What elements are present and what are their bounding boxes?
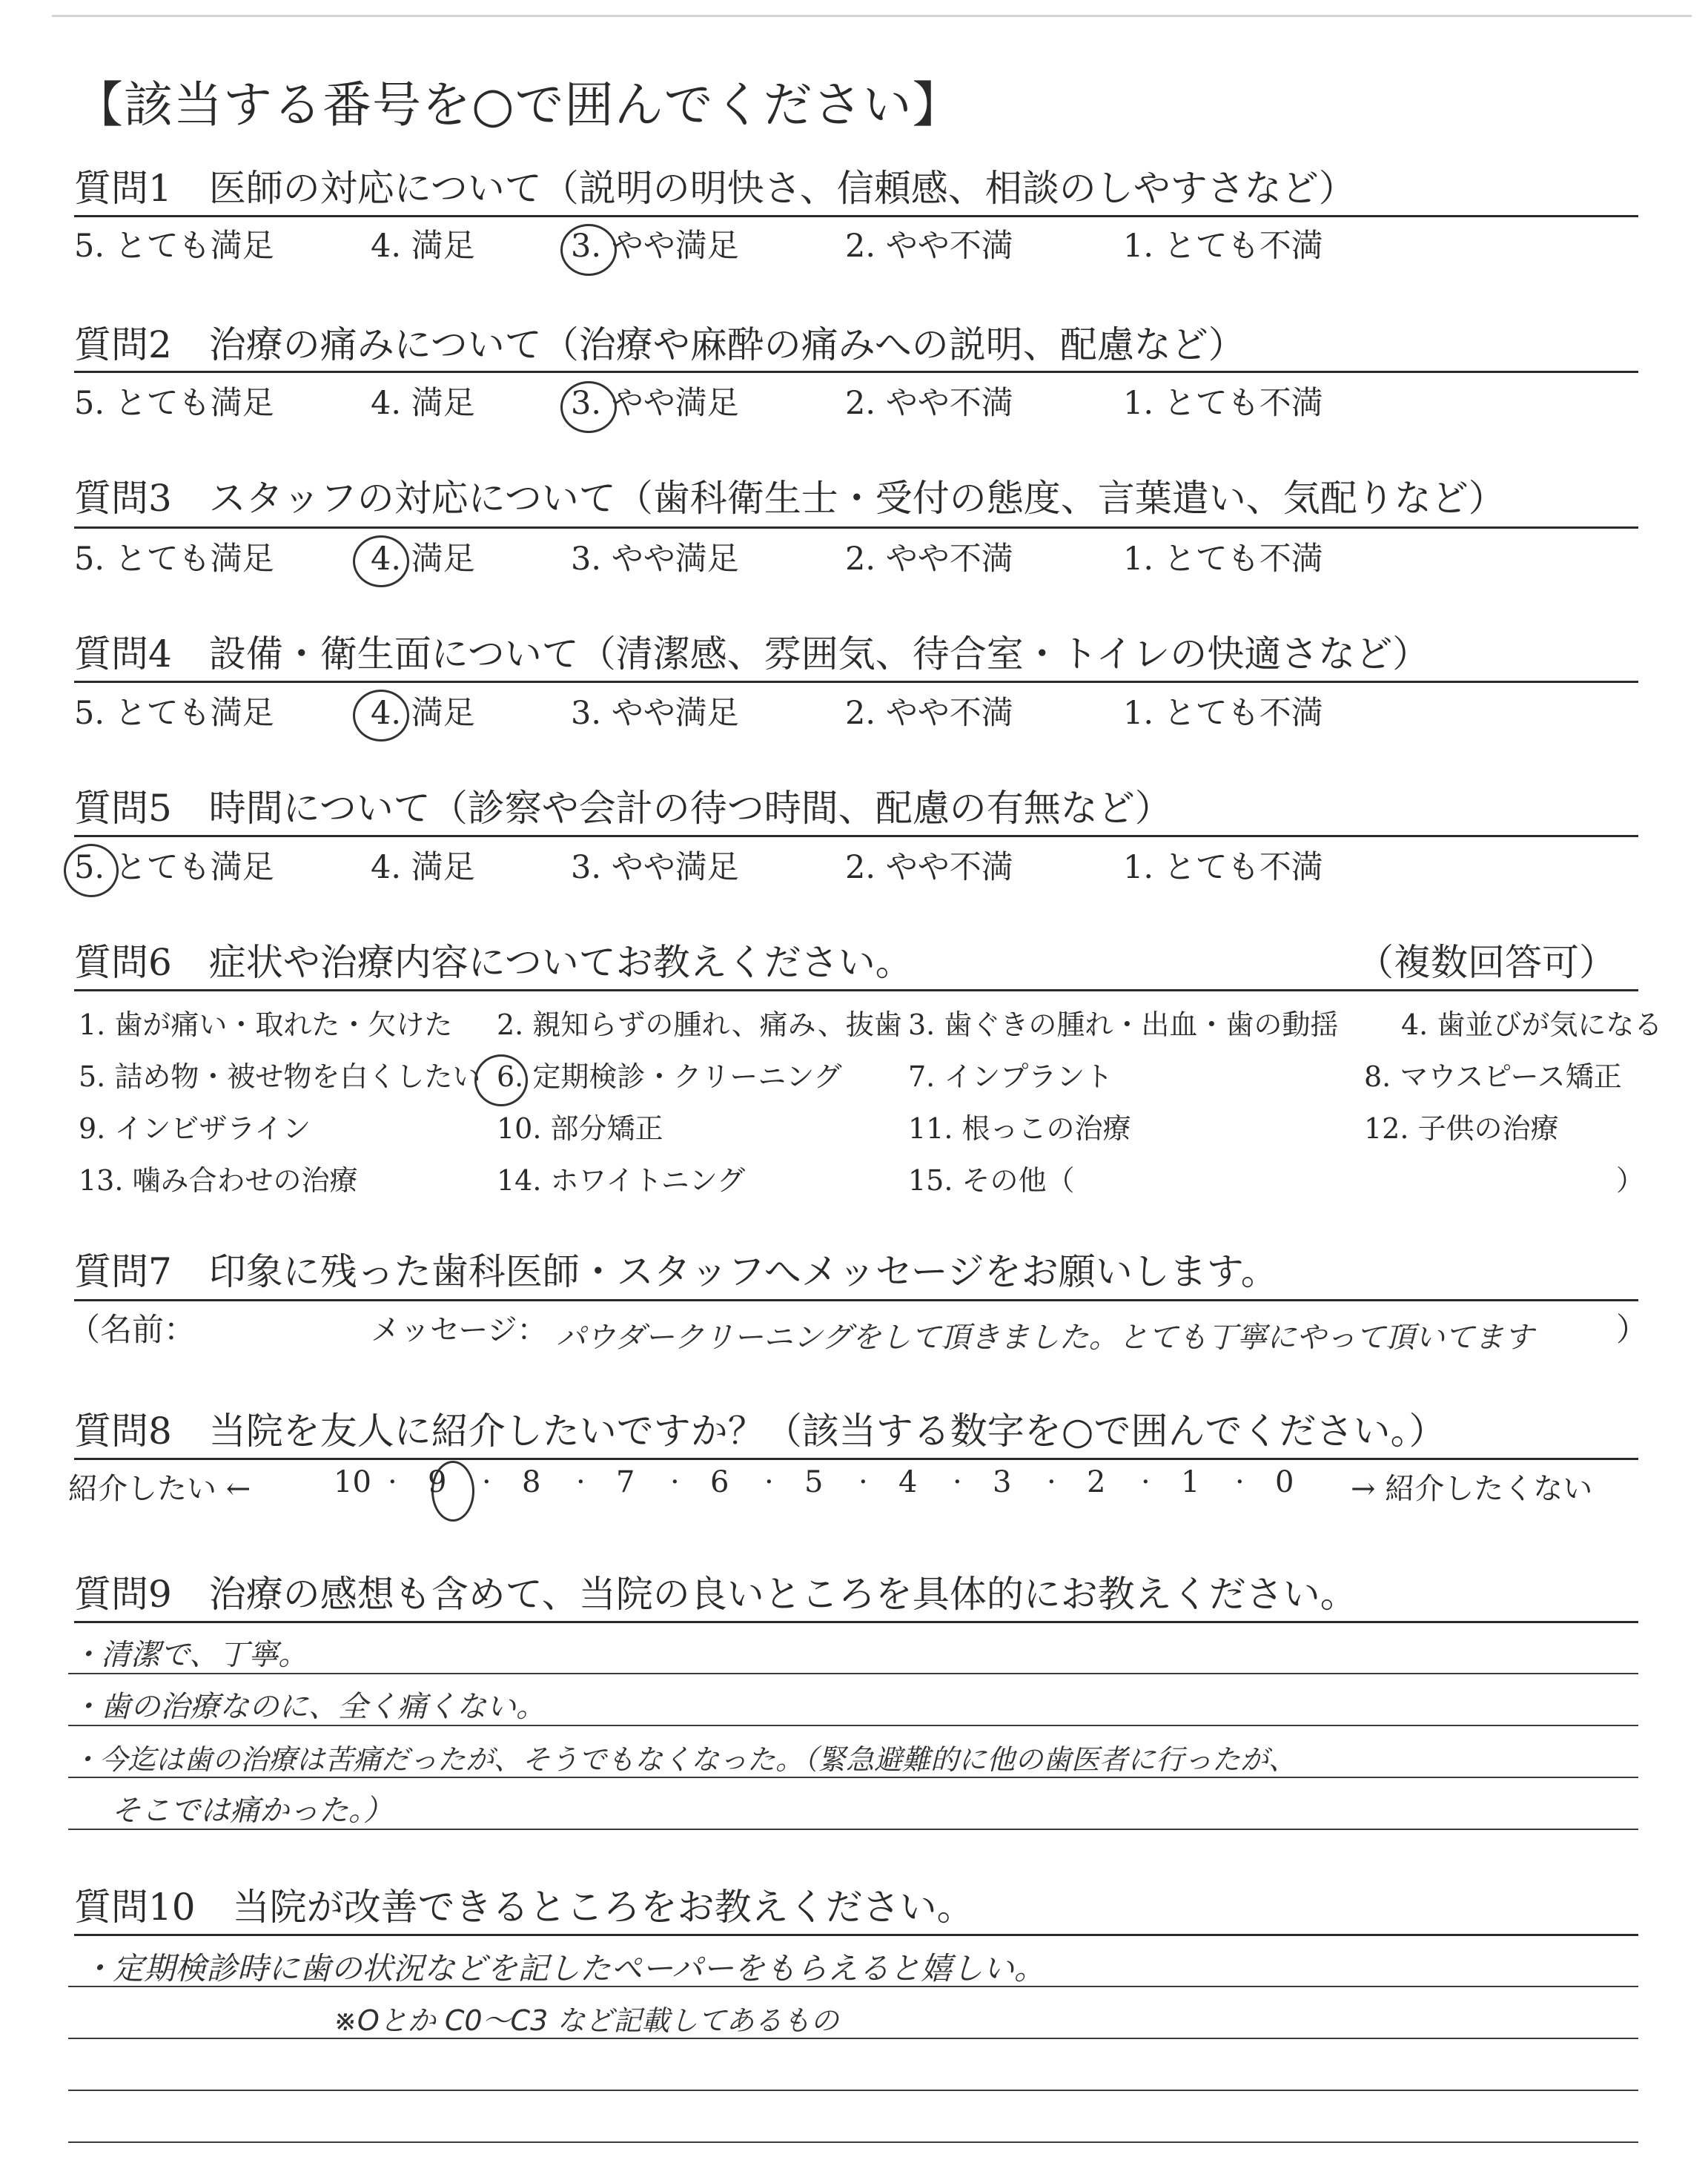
- rating-options-q1: [74, 224, 1638, 268]
- question-8: [74, 1407, 1638, 1455]
- handwritten-answer: ・定期検診時に歯の状況などを記したペーパーをもらえると嬉しい。: [82, 1950, 1045, 1986]
- selection-circle-q1: [560, 224, 617, 276]
- option-3[interactable]: 3. やや満足: [571, 849, 739, 886]
- treatment-option[interactable]: 11. 根っこの治療: [908, 1112, 1131, 1145]
- rule: [74, 371, 1638, 373]
- option-5[interactable]: 5. とても満足: [74, 541, 274, 578]
- option-4[interactable]: 4. 満足: [371, 228, 475, 265]
- question-2: [74, 321, 1638, 369]
- option-3[interactable]: 3. やや満足: [571, 228, 739, 265]
- scale-number[interactable]: 9: [428, 1465, 447, 1499]
- referral-scale: [68, 1465, 251, 1507]
- page-heading: 【該当する番号を○で囲んでください】: [74, 76, 962, 133]
- option-2[interactable]: 2. やや不満: [845, 228, 1013, 265]
- option-1[interactable]: 1. とても不満: [1123, 849, 1323, 886]
- scale-number[interactable]: 5: [804, 1465, 824, 1499]
- handwritten-answer: ※Oとか C0～C3 など記載してあるもの: [334, 2004, 839, 2037]
- question-title: 質問9 治療の感想も含めて、当院の良いところを具体的にお教えください。: [74, 1573, 1357, 1616]
- treatment-option[interactable]: 2. 親知らずの腫れ、痛み、抜歯: [497, 1008, 902, 1041]
- treatment-option[interactable]: 1. 歯が痛い・取れた・欠けた: [79, 1008, 453, 1041]
- question-title: 質問6 症状や治療内容についてお教えください。: [74, 941, 913, 984]
- question-title: 質問8 当院を友人に紹介したいですか？（該当する数字を○で囲んでください。）: [74, 1410, 1446, 1453]
- rating-options-q3: [74, 537, 1638, 581]
- option-2[interactable]: 2. やや不満: [845, 541, 1013, 578]
- question-1: [74, 165, 1638, 212]
- option-4[interactable]: 4. 満足: [371, 385, 475, 422]
- question-5: [74, 785, 1638, 832]
- option-1[interactable]: 1. とても不満: [1123, 541, 1323, 578]
- rating-options-q5: [74, 845, 1638, 890]
- scale-separator: ·: [482, 1465, 491, 1499]
- handwritten-answer: ・歯の治療なのに、全く痛くない。: [71, 1690, 546, 1724]
- treatment-option[interactable]: 8. マウスピース矯正: [1364, 1060, 1622, 1093]
- scale-separator: ·: [1047, 1465, 1056, 1499]
- option-3[interactable]: 3. やや満足: [571, 541, 739, 578]
- scale-separator: ·: [576, 1465, 586, 1499]
- treatment-option[interactable]: 7. インプラント: [908, 1060, 1113, 1093]
- scale-number[interactable]: 3: [993, 1465, 1012, 1499]
- question-9: [74, 1571, 1638, 1618]
- selection-circle-q2: [560, 381, 617, 433]
- handwritten-answer: ・清潔で、丁寧。: [71, 1638, 308, 1672]
- question-title: 質問2 治療の痛みについて（治療や麻酔の痛みへの説明、配慮など）: [74, 323, 1245, 366]
- scale-separator: ·: [858, 1465, 868, 1499]
- scale-separator: ·: [1235, 1465, 1245, 1499]
- option-5[interactable]: 5. とても満足: [74, 695, 274, 732]
- scale-right-label: → 紹介したくない: [1351, 1472, 1593, 1506]
- treatment-option-other[interactable]: 15. その他（: [908, 1164, 1075, 1197]
- option-5[interactable]: 5. とても満足: [74, 385, 274, 422]
- answer-line: [68, 2090, 1638, 2091]
- treatment-option[interactable]: 3. 歯ぐきの腫れ・出血・歯の動揺: [908, 1008, 1339, 1041]
- handwritten-message: パウダークリーニングをして頂きました。とても丁寧にやって頂いてます: [556, 1321, 1534, 1355]
- option-4[interactable]: 4. 満足: [371, 541, 475, 578]
- treatment-option[interactable]: 5. 詰め物・被せ物を白くしたい: [79, 1060, 481, 1093]
- question-4: [74, 630, 1638, 678]
- answer-line: [68, 2141, 1638, 2143]
- scale-number[interactable]: 8: [522, 1465, 541, 1499]
- scale-number[interactable]: 1: [1181, 1465, 1200, 1499]
- option-1[interactable]: 1. とても不満: [1123, 385, 1323, 422]
- rule: [74, 1458, 1638, 1460]
- treatment-option[interactable]: 9. インビザライン: [79, 1112, 311, 1145]
- question-3: [74, 475, 1638, 522]
- option-1[interactable]: 1. とても不満: [1123, 228, 1323, 265]
- selection-circle-q4: [353, 690, 409, 742]
- option-4[interactable]: 4. 満足: [371, 695, 475, 732]
- other-close-paren: ）: [1616, 1164, 1645, 1197]
- treatment-option[interactable]: 14. ホワイトニング: [497, 1164, 746, 1197]
- scale-left-label: 紹介したい ←: [68, 1472, 251, 1506]
- rating-options-q4: [74, 691, 1638, 736]
- multiple-answer-note: （複数回答可）: [1357, 941, 1616, 984]
- question-title: 質問7 印象に残った歯科医師・スタッフへメッセージをお願いします。: [74, 1250, 1278, 1293]
- scale-number[interactable]: 10: [334, 1465, 371, 1499]
- question-title: 質問4 設備・衛生面について（清潔感、雰囲気、待合室・トイレの快適さなど）: [74, 633, 1430, 676]
- question-title: 質問10 当院が改善できるところをお教えください。: [74, 1886, 974, 1929]
- scale-separator: ·: [953, 1465, 962, 1499]
- option-3[interactable]: 3. やや満足: [571, 385, 739, 422]
- question-title: 質問5 時間について（診察や会計の待つ時間、配慮の有無など）: [74, 787, 1172, 830]
- treatment-option[interactable]: 12. 子供の治療: [1364, 1112, 1559, 1145]
- rule: [74, 1621, 1638, 1623]
- message-close-paren: ）: [1616, 1312, 1648, 1349]
- rule: [74, 681, 1638, 683]
- rule: [74, 1934, 1638, 1936]
- treatment-option[interactable]: 13. 噛み合わせの治療: [79, 1164, 358, 1197]
- referral-scale-right: [1351, 1465, 1592, 1507]
- scale-separator: ·: [670, 1465, 680, 1499]
- option-2[interactable]: 2. やや不満: [845, 849, 1013, 886]
- rule: [74, 215, 1638, 217]
- question-6: [74, 939, 1638, 986]
- option-1[interactable]: 1. とても不満: [1123, 695, 1323, 732]
- rule: [74, 1299, 1638, 1301]
- option-5[interactable]: 5. とても満足: [74, 228, 274, 265]
- option-5[interactable]: 5. とても満足: [74, 849, 274, 886]
- option-2[interactable]: 2. やや不満: [845, 695, 1013, 732]
- question-title: 質問1 医師の対応について（説明の明快さ、信頼感、相談のしやすさなど）: [74, 167, 1356, 210]
- scale-number[interactable]: 6: [710, 1465, 729, 1499]
- scale-number[interactable]: 4: [898, 1465, 918, 1499]
- scale-separator: ·: [1141, 1465, 1151, 1499]
- message-label: メッセージ：: [371, 1313, 547, 1347]
- treatment-option[interactable]: 6. 定期検診・クリーニング: [497, 1060, 842, 1093]
- treatment-option[interactable]: 10. 部分矯正: [497, 1112, 663, 1145]
- question-7: [74, 1248, 1638, 1295]
- option-4[interactable]: 4. 満足: [371, 849, 475, 886]
- option-2[interactable]: 2. やや不満: [845, 385, 1013, 422]
- scale-separator: ·: [764, 1465, 774, 1499]
- scale-number[interactable]: 7: [616, 1465, 635, 1499]
- scale-separator: ·: [388, 1465, 397, 1499]
- top-border: [52, 15, 1692, 17]
- option-3[interactable]: 3. やや満足: [571, 695, 739, 732]
- scale-number[interactable]: 0: [1275, 1465, 1294, 1499]
- selection-circle-q3: [353, 535, 409, 587]
- scale-number[interactable]: 2: [1087, 1465, 1106, 1499]
- handwritten-answer: ・今迄は歯の治療は苦痛だったが、そうでもなくなった。（緊急避難的に他の歯医者に行ったが、: [71, 1743, 1297, 1776]
- handwritten-answer: そこでは痛かった。）: [111, 1794, 393, 1828]
- question-title: 質問3 スタッフの対応について（歯科衛生士・受付の態度、言葉遣い、気配りなど）: [74, 477, 1506, 520]
- rating-options-q2: [74, 381, 1638, 426]
- treatment-option[interactable]: 4. 歯並びが気になる: [1401, 1008, 1663, 1041]
- rule: [74, 835, 1638, 837]
- name-label: （名前：: [68, 1312, 196, 1349]
- rule: [74, 989, 1638, 991]
- selection-circle-q5: [64, 844, 119, 897]
- answer-line: [68, 2038, 1638, 2039]
- question-10: [74, 1883, 1638, 1931]
- rule: [74, 526, 1638, 529]
- selection-circle-q6: [474, 1054, 528, 1106]
